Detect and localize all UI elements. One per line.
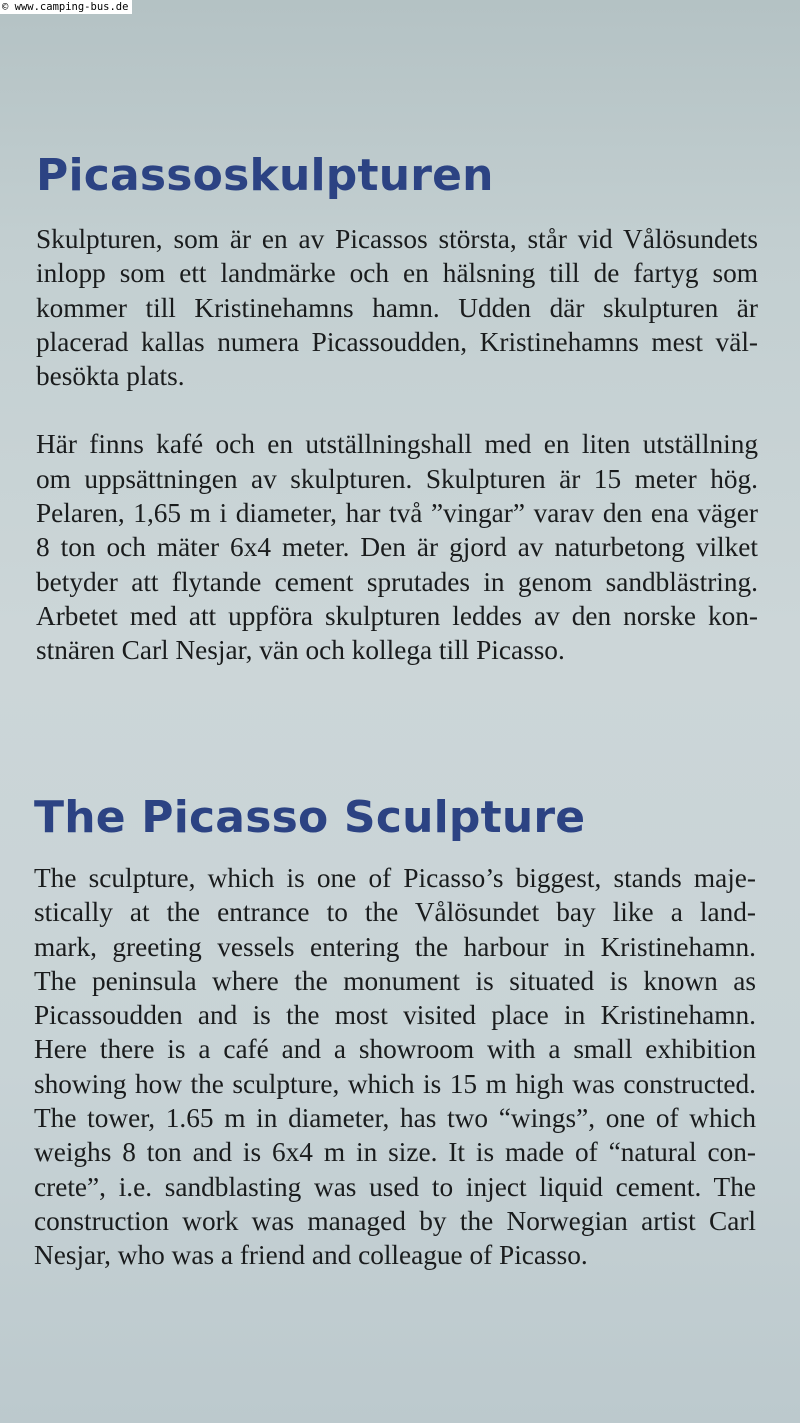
english-paragraph bbox=[34, 861, 756, 1273]
swedish-paragraph bbox=[36, 427, 758, 667]
text-line: kommer till Kristinehamns hamn. Udden där skulpturen är bbox=[36, 292, 758, 323]
text-line: mark, greeting vessels entering the harbour in Kristinehamn. bbox=[34, 931, 756, 962]
text-line: besökta plats. bbox=[36, 361, 185, 392]
swedish-paragraph bbox=[36, 222, 758, 393]
text-line: crete”, i.e. sandblasting was used to inject liquid cement. The bbox=[34, 1171, 756, 1202]
text-line: construction work was managed by the Norwegian artist Carl bbox=[34, 1205, 756, 1236]
text-line: stnären Carl Nesjar, vän och kollega till Picasso. bbox=[36, 635, 565, 666]
english-section bbox=[34, 788, 756, 1273]
text-line: om uppsättningen av skulpturen. Skulpturen är 15 meter hög. bbox=[36, 463, 758, 494]
text-line: betyder att flytande cement sprutades in genom sandblästring. bbox=[36, 566, 758, 597]
text-line: showing how the sculpture, which is 15 m high was constructed. bbox=[34, 1068, 756, 1099]
swedish-title: Picassoskulpturen bbox=[36, 150, 494, 201]
text-line: Picassoudden and is the most visited place in Kristinehamn. bbox=[34, 1000, 756, 1031]
text-line: placerad kallas numera Picassoudden, Kristinehamns mest väl- bbox=[36, 326, 758, 357]
text-line: Nesjar, who was a friend and colleague of Picasso. bbox=[34, 1240, 588, 1271]
text-line: The tower, 1.65 m in diameter, has two “wings”, one of which bbox=[34, 1103, 756, 1134]
text-line: The peninsula where the monument is situated is known as bbox=[34, 965, 756, 996]
text-line: Here there is a café and a showroom with a small exhibition bbox=[34, 1034, 756, 1065]
watermark: © www.camping-bus.de bbox=[0, 0, 132, 14]
english-title: The Picasso Sculpture bbox=[34, 792, 586, 843]
text-line: The sculpture, which is one of Picasso’s biggest, stands maje- bbox=[34, 863, 756, 893]
text-line: Här finns kafé och en utställningshall med en liten utställning bbox=[36, 429, 758, 460]
text-line: Arbetet med att uppföra skulpturen leddes av den norske kon- bbox=[36, 600, 758, 631]
text-line: Pelaren, 1,65 m i diameter, har två ”vingar” varav den ena väger bbox=[36, 498, 758, 529]
text-line: weighs 8 ton and is 6x4 m in size. It is made of “natural con- bbox=[34, 1137, 756, 1168]
text-line: stically at the entrance to the Vålösundet bay like a land- bbox=[34, 897, 756, 928]
swedish-section bbox=[36, 146, 758, 668]
text-line: 8 ton och mäter 6x4 meter. Den är gjord av naturbetong vilket bbox=[36, 532, 758, 563]
text-line: inlopp som ett landmärke och en hälsning till de fartyg som bbox=[36, 258, 758, 289]
text-line: Skulpturen, som är en av Picassos största, står vid Vålösundets bbox=[36, 224, 758, 254]
